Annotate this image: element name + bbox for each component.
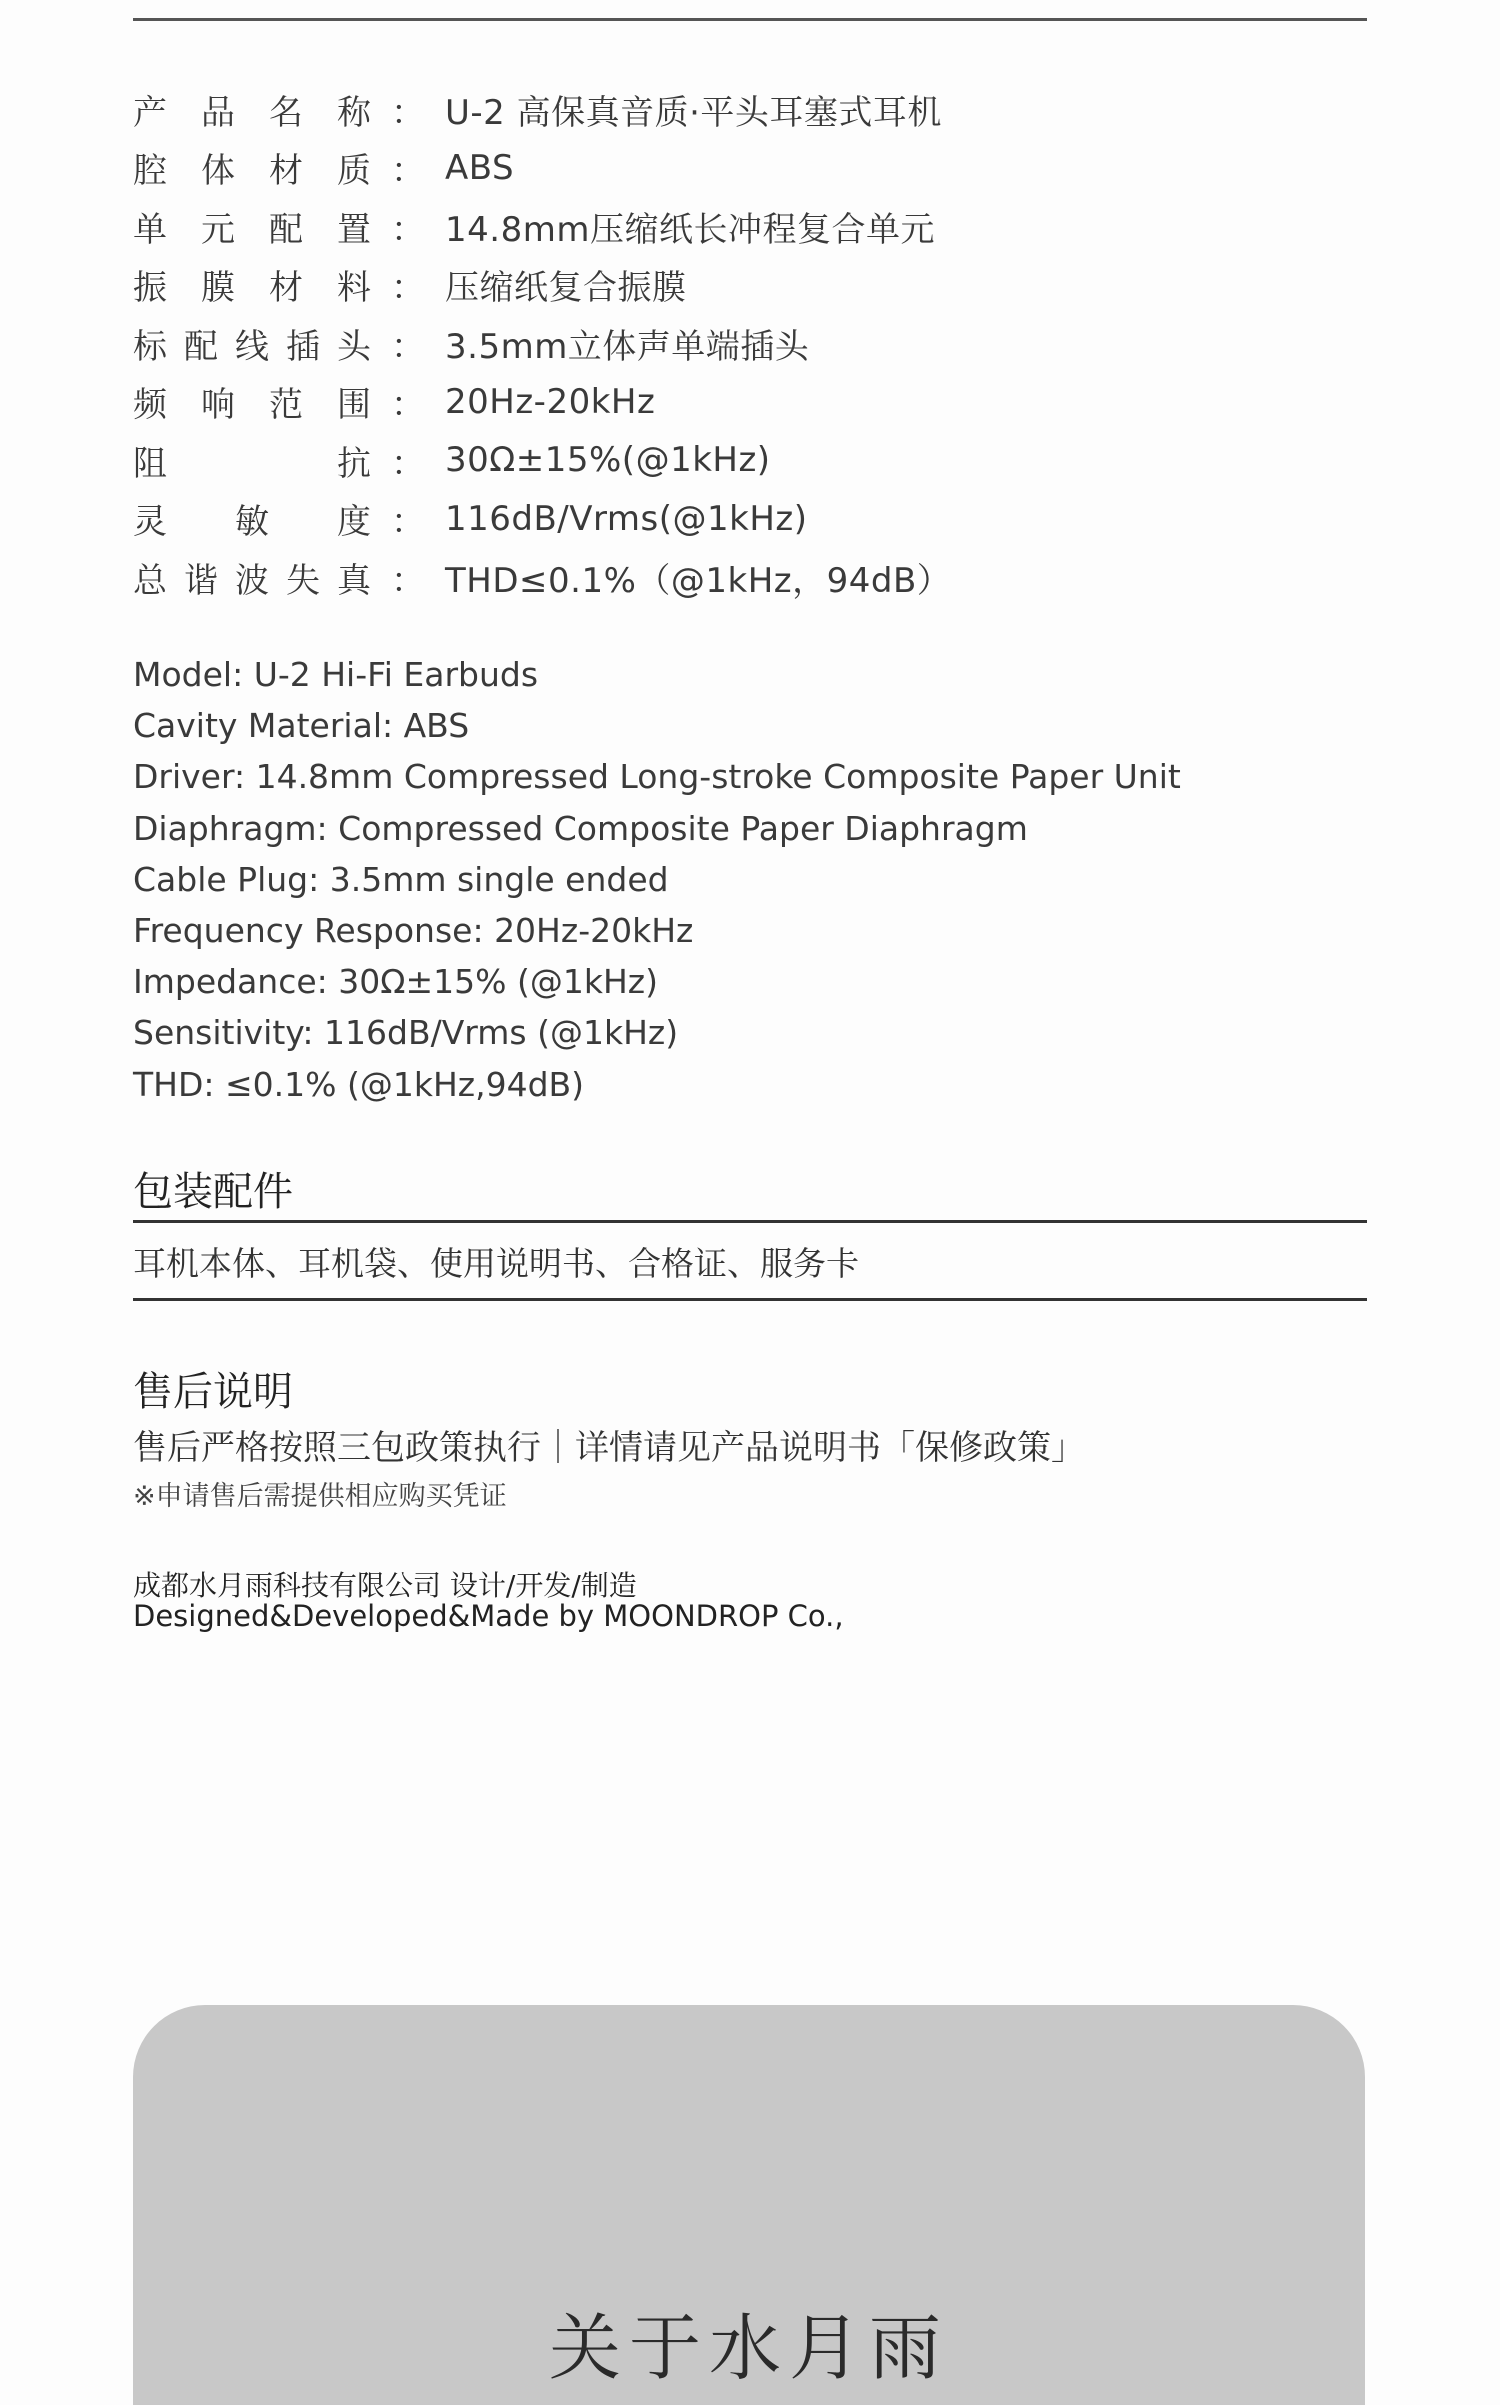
package-bottom-divider (133, 1298, 1367, 1301)
spec-label: 腔 体 材 质 (133, 151, 371, 192)
spec-label: 振 膜 材 料 (133, 268, 371, 309)
spec-value: U-2 高保真音质·平头耳塞式耳机 (445, 92, 942, 133)
spec-colon: ： (391, 151, 425, 192)
spec-row-en: Sensitivity: 116dB/Vrms (@1kHz) (133, 1013, 679, 1053)
spec-colon: ： (391, 560, 425, 601)
about-card (133, 2005, 1365, 2405)
package-top-divider (133, 1220, 1367, 1223)
spec-list-cn (133, 80, 1333, 607)
spec-colon: ： (391, 268, 425, 309)
spec-value: 3.5mm立体声单端插头 (445, 326, 810, 367)
about-card-heading: 关于水月雨 (548, 2306, 949, 2390)
spec-row-cn (133, 197, 1333, 256)
spec-row-en: Cable Plug: 3.5mm single ended (133, 859, 669, 899)
spec-row-cn (133, 431, 1333, 490)
spec-label: 灵 敏 度 (133, 502, 371, 543)
spec-value: 14.8mm压缩纸长冲程复合单元 (445, 209, 935, 250)
spec-list-en (133, 649, 1383, 1110)
spec-value: ABS (445, 147, 515, 188)
spec-value: 30Ω±15%(@1kHz) (445, 440, 771, 481)
spec-colon: ： (391, 443, 425, 484)
spec-row-cn (133, 139, 1333, 198)
spec-row-cn (133, 548, 1333, 607)
spec-colon: ： (391, 502, 425, 543)
spec-row-en: Impedance: 30Ω±15% (@1kHz) (133, 962, 658, 1002)
after-sales-note: ※申请售后需提供相应购买凭证 (133, 1481, 507, 1512)
spec-row-en: Diaphragm: Compressed Composite Paper Diaphragm (133, 808, 1028, 848)
after-sales-title: 售后说明 (133, 1369, 293, 1415)
top-divider (133, 18, 1367, 21)
spec-value: 20Hz-20kHz (445, 381, 656, 422)
spec-row-en: Driver: 14.8mm Compressed Long-stroke Composite Paper Unit (133, 757, 1181, 797)
spec-colon: ： (391, 385, 425, 426)
spec-row-en: THD: ≤0.1% (@1kHz,94dB) (133, 1064, 585, 1104)
after-sales-text: 售后严格按照三包政策执行｜详情请见产品说明书「保修政策」 (133, 1428, 1085, 1468)
spec-value: 压缩纸复合振膜 (445, 268, 687, 309)
spec-row-en: Cavity Material: ABS (133, 706, 470, 746)
spec-label: 产 品 名 称 (133, 92, 371, 133)
company-name-en: Designed&Developed&Made by MOONDROP Co., (133, 1599, 844, 1633)
spec-value: 116dB/Vrms(@1kHz) (445, 498, 808, 539)
spec-row-cn (133, 256, 1333, 315)
package-items: 耳机本体、耳机袋、使用说明书、合格证、服务卡 (133, 1244, 859, 1283)
spec-label: 阻 抗 (133, 443, 371, 484)
spec-row-en: Model: U-2 Hi-Fi Earbuds (133, 655, 539, 694)
spec-label: 总 谐 波 失 真 (133, 560, 371, 601)
spec-value: THD≤0.1%（@1kHz，94dB） (445, 560, 952, 601)
spec-row-cn (133, 490, 1333, 549)
spec-label: 频 响 范 围 (133, 385, 371, 426)
company-name-cn: 成都水月雨科技有限公司 设计/开发/制造 (133, 1569, 637, 1602)
spec-colon: ： (391, 326, 425, 367)
spec-row-cn (133, 314, 1333, 373)
spec-row-cn (133, 80, 1333, 139)
spec-row-cn (133, 373, 1333, 432)
spec-colon: ： (391, 92, 425, 133)
spec-label: 标 配 线 插 头 (133, 326, 371, 367)
spec-colon: ： (391, 209, 425, 250)
spec-label: 单 元 配 置 (133, 209, 371, 250)
spec-row-en: Frequency Response: 20Hz-20kHz (133, 910, 694, 950)
package-title: 包装配件 (133, 1169, 293, 1215)
